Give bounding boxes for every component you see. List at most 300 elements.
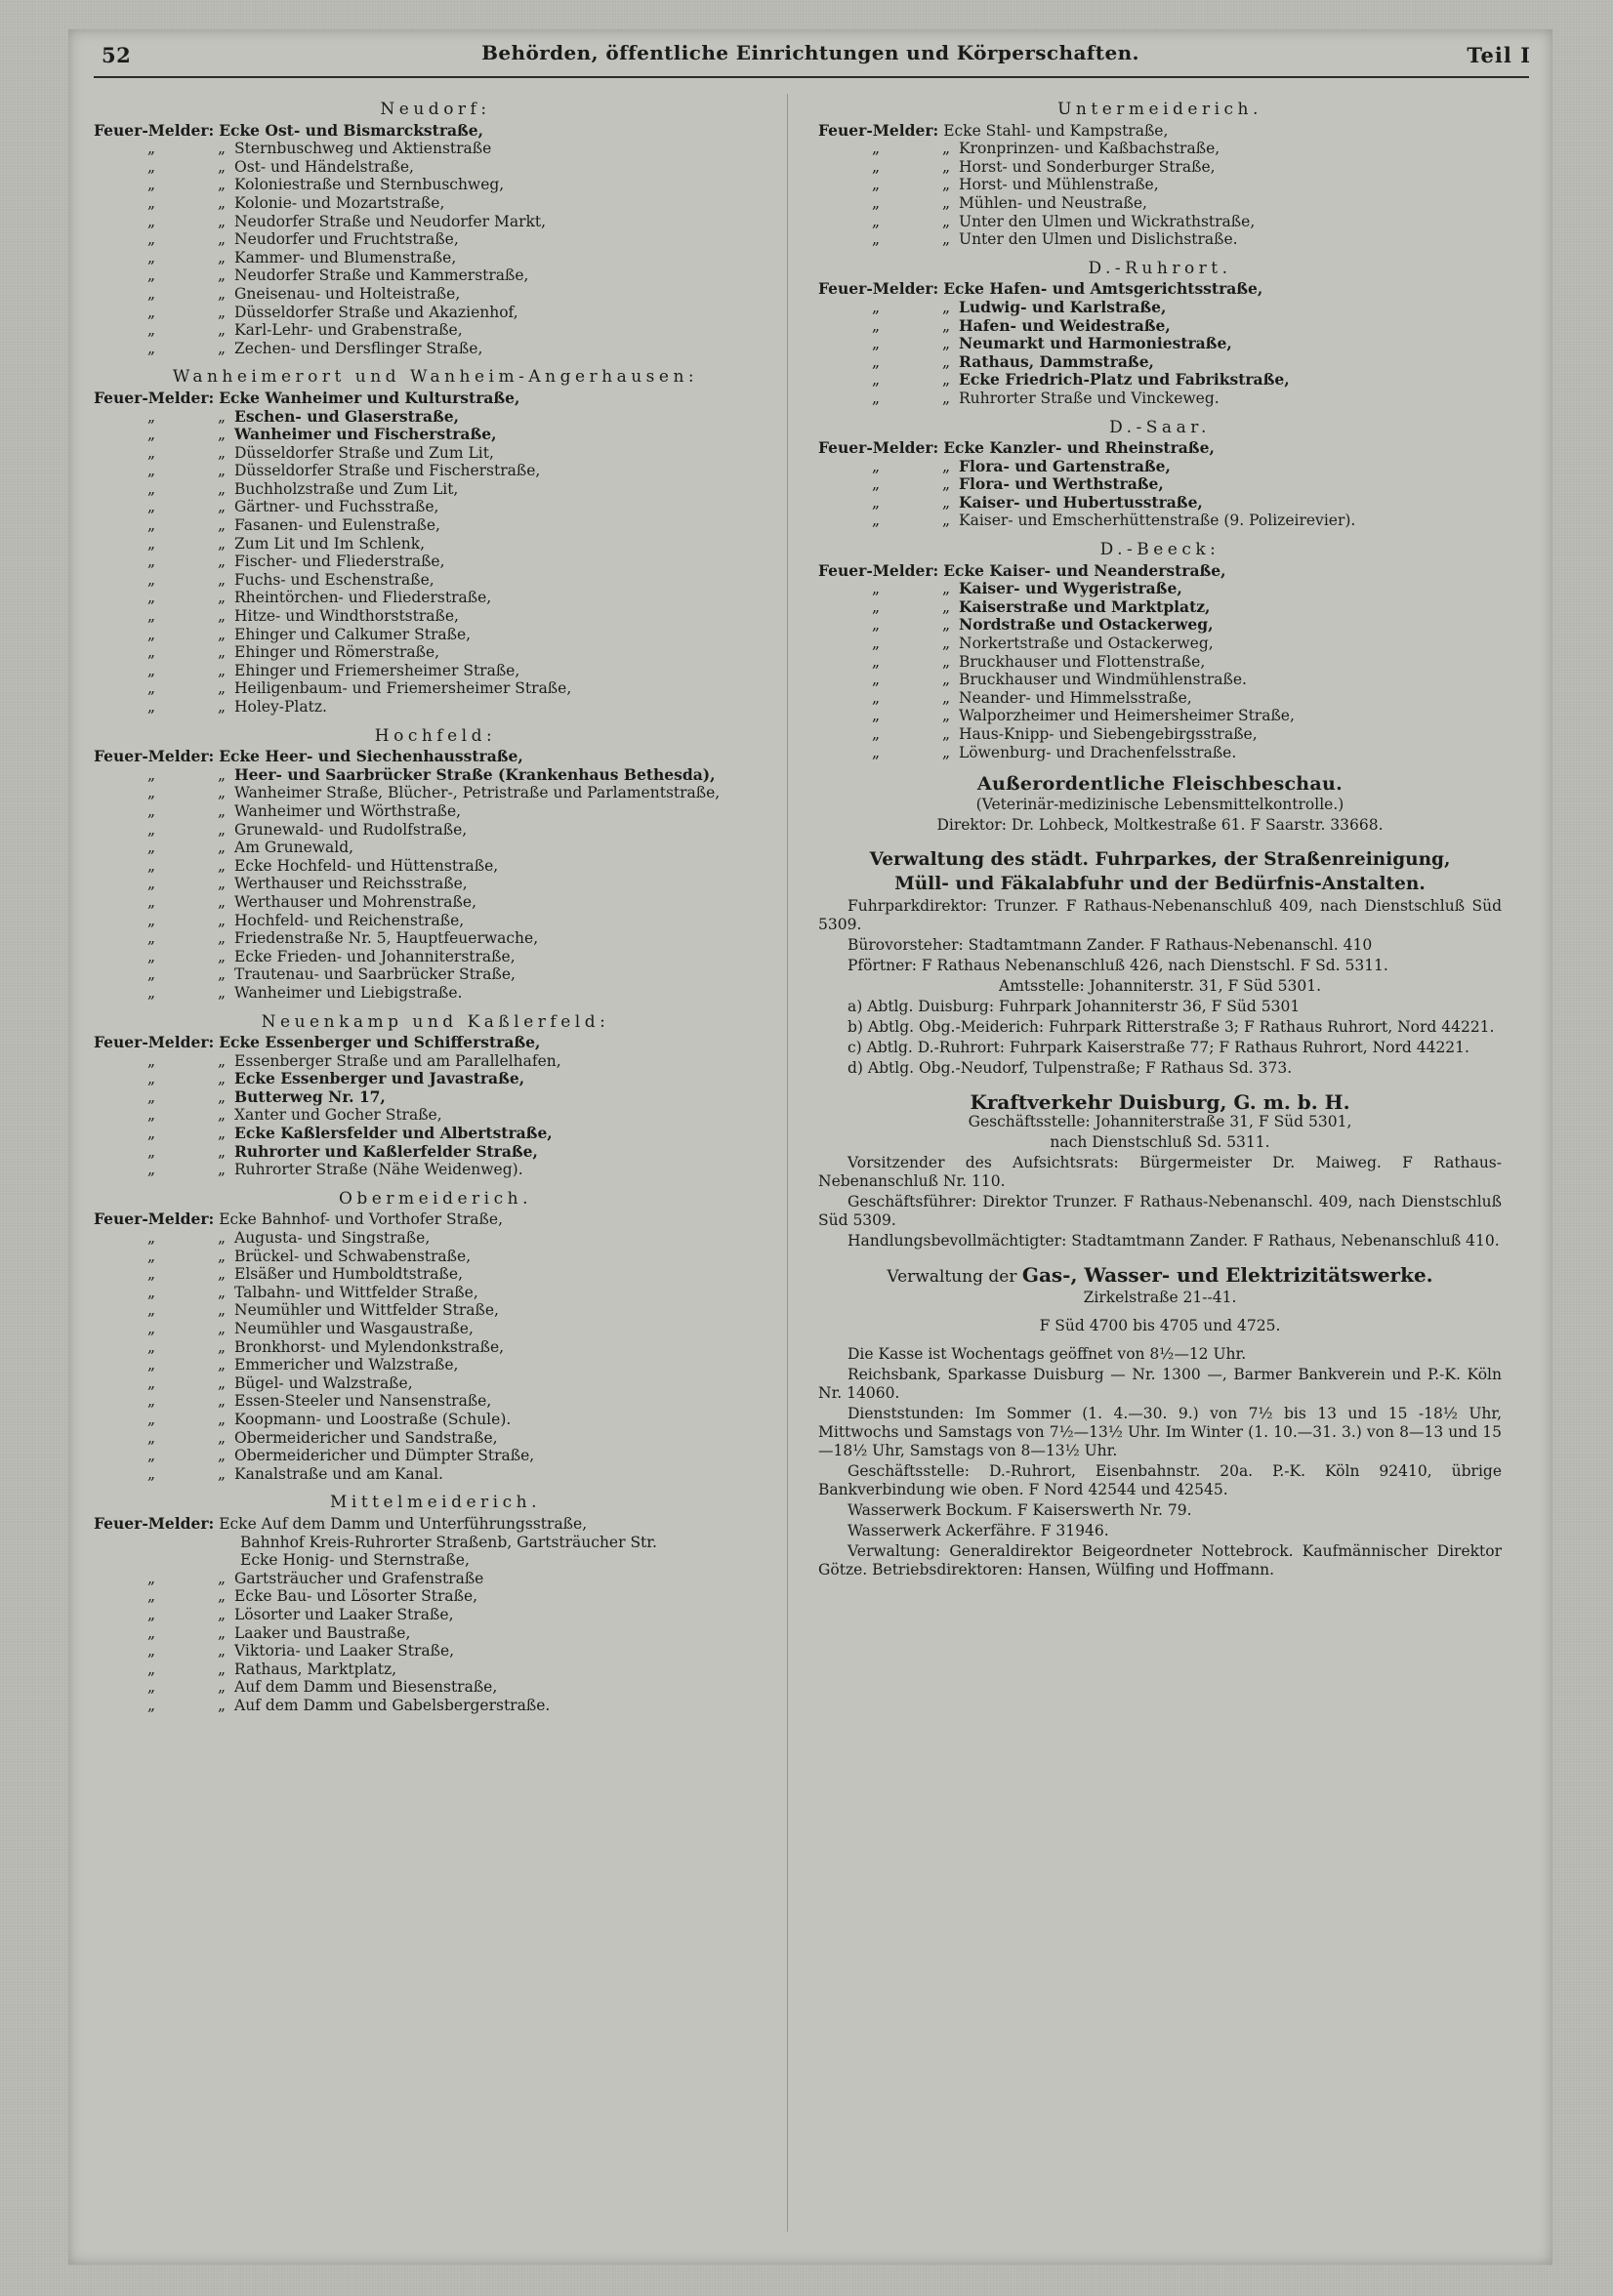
- ditto-mark: „: [146, 157, 156, 176]
- list-item: [818, 598, 1502, 617]
- ditto-mark-2: „: [941, 616, 951, 635]
- section-heading-hochfeld: Hochfeld:: [374, 725, 497, 746]
- list-item: [94, 626, 777, 644]
- ditto-mark-2: „: [217, 1142, 227, 1161]
- ditto-mark-2: „: [217, 1337, 227, 1356]
- list-item: [94, 1534, 777, 1552]
- entry-text: Ecke Ost- und Bismarckstraße,: [219, 120, 484, 140]
- list-item: [94, 821, 777, 840]
- ditto-mark-2: „: [217, 1247, 227, 1265]
- list-item: [94, 1660, 777, 1679]
- page-number: 52: [102, 43, 132, 67]
- list-item: [94, 1284, 777, 1302]
- ditto-mark: „: [871, 616, 881, 635]
- ditto-mark-2: „: [217, 875, 227, 893]
- entry-text: Ecke Bahnhof- und Vorthofer Straße,: [219, 1210, 504, 1229]
- ditto-mark-2: „: [217, 157, 227, 176]
- entry-first: [818, 122, 1502, 141]
- ditto-mark-2: „: [941, 457, 951, 475]
- ditto-mark-2: „: [217, 965, 227, 984]
- entry-text: Ruhrorter Straße und Vinckeweg.: [959, 389, 1220, 407]
- ditto-mark-2: „: [217, 839, 227, 857]
- ditto-mark: „: [146, 625, 156, 643]
- ditto-mark-2: „: [941, 176, 951, 194]
- list-item: [94, 498, 777, 516]
- entry-text: Auf dem Damm und Biesenstraße,: [234, 1678, 498, 1697]
- list-item: [818, 512, 1502, 530]
- ditto-mark: „: [871, 157, 881, 176]
- list-item: [94, 480, 777, 499]
- ditto-mark: „: [871, 635, 881, 653]
- heading-kraftverkehr: Kraftverkehr Duisburg, G. m. b. H.: [970, 1089, 1350, 1114]
- section-heading-obermeiderich: Obermeiderich.: [338, 1188, 532, 1209]
- list-item: [94, 1697, 777, 1715]
- entry-text: Essen-Steeler und Nansenstraße,: [234, 1392, 492, 1411]
- list-item: [818, 335, 1502, 353]
- ditto-mark: „: [146, 589, 156, 607]
- list-item: [94, 1570, 777, 1588]
- ditto-mark-2: „: [217, 1125, 227, 1143]
- ditto-mark: „: [871, 652, 881, 671]
- ditto-mark: „: [146, 1587, 156, 1606]
- entry-text: Ecke Essenberger und Javastraße,: [234, 1069, 525, 1088]
- list-item: [818, 353, 1502, 372]
- ditto-mark-2: „: [217, 856, 227, 875]
- entry-text: Ecke Kaßlersfelder und Albertstraße,: [234, 1124, 553, 1143]
- ditto-mark-2: „: [217, 140, 227, 158]
- list-item: [94, 516, 777, 535]
- entry-text: Eschen- und Glaserstraße,: [234, 406, 460, 426]
- ditto-mark-2: „: [217, 929, 227, 948]
- entry-text: Sternbuschweg und Aktienstraße: [234, 140, 492, 158]
- ditto-mark-2: „: [217, 1410, 227, 1428]
- ditto-mark: „: [146, 1660, 156, 1678]
- entry-text: Essenberger Straße und am Parallelhafen,: [234, 1051, 561, 1070]
- page-header: [68, 37, 1552, 76]
- list-item: [94, 553, 777, 571]
- ditto-mark: „: [871, 176, 881, 194]
- ditto-mark: „: [146, 1464, 156, 1483]
- ditto-mark: „: [146, 266, 156, 285]
- fire-alarm-label: Feuer-Melder:: [94, 120, 215, 140]
- ditto-mark: „: [146, 892, 156, 911]
- entry-text: Ruhrorter Straße (Nähe Weidenweg).: [234, 1161, 523, 1179]
- heading-fuhrpark-line1: Verwaltung des städt. Fuhrparkes, der Straßenreinigung,: [869, 848, 1451, 870]
- ditto-mark-2: „: [941, 157, 951, 176]
- entry-text: Rathaus, Marktplatz,: [234, 1660, 397, 1678]
- entry-text: Friedenstraße Nr. 5, Hauptfeuerwache,: [234, 929, 539, 948]
- fire-alarm-label: Feuer-Melder:: [94, 1210, 215, 1229]
- list-item: [94, 285, 777, 304]
- ditto-mark-2: „: [941, 371, 951, 390]
- kraftverkehr-line: Vorsitzender des Aufsichtsrats: Bürgermeister Dr. Maiweg. F Rathaus-Nebenanschluß Nr. 110.: [818, 1154, 1502, 1191]
- list-item: [94, 1606, 777, 1624]
- ditto-mark-2: „: [217, 1320, 227, 1337]
- entry-text: Düsseldorfer Straße und Fischerstraße,: [234, 462, 541, 480]
- list-item: [94, 571, 777, 590]
- list-item: [94, 662, 777, 680]
- ditto-mark-2: „: [217, 1660, 227, 1678]
- werke-line: Geschäftsstelle: D.-Ruhrort, Eisenbahnstr. 20a. P.-K. Köln 92410, übrige Bankverbindung wie oben. F Nord 42544 und 42545.: [818, 1461, 1502, 1498]
- fire-alarm-label: Feuer-Melder:: [818, 438, 939, 458]
- ditto-mark-2: „: [941, 389, 951, 407]
- list-item: [94, 875, 777, 893]
- ditto-mark-2: „: [941, 475, 951, 494]
- list-item: [818, 299, 1502, 317]
- list-item: [818, 475, 1502, 494]
- ditto-mark: „: [146, 1392, 156, 1411]
- entry-text: Koloniestraße und Sternbuschweg,: [234, 176, 505, 194]
- ditto-mark: „: [146, 1447, 156, 1465]
- ditto-mark-2: „: [941, 230, 951, 249]
- list-item: [818, 653, 1502, 672]
- werke-line: Wasserwerk Ackerfähre. F 31946.: [848, 1521, 1109, 1539]
- ditto-mark: „: [146, 1283, 156, 1301]
- ditto-mark: „: [146, 929, 156, 948]
- entry-text: Gärtner- und Fuchsstraße,: [234, 498, 439, 516]
- list-item: [94, 230, 777, 249]
- ditto-mark-2: „: [941, 580, 951, 598]
- ditto-mark-2: „: [217, 1678, 227, 1697]
- list-item: [94, 1265, 777, 1284]
- ditto-mark-2: „: [217, 479, 227, 498]
- ditto-mark: „: [146, 784, 156, 802]
- ditto-mark-2: „: [217, 911, 227, 929]
- ditto-mark-2: „: [217, 212, 227, 230]
- list-item: [94, 1052, 777, 1071]
- entry-text: Fasanen- und Eulenstraße,: [234, 516, 440, 535]
- list-item: [94, 1088, 777, 1107]
- header-rule: [94, 76, 1529, 78]
- heading-werke: [818, 1263, 1502, 1288]
- section-heading-untermeiderich: Untermeiderich.: [1057, 100, 1262, 119]
- ditto-mark-2: „: [217, 570, 227, 589]
- list-item: [94, 444, 777, 463]
- ditto-mark-2: „: [217, 1087, 227, 1106]
- ditto-mark: „: [146, 765, 156, 784]
- ditto-mark-2: „: [217, 1106, 227, 1125]
- entry-text: Viktoria- und Laaker Straße,: [234, 1642, 455, 1660]
- ditto-mark: „: [871, 457, 881, 475]
- ditto-mark-2: „: [217, 516, 227, 535]
- entry-text: Elsäßer und Humboldtstraße,: [234, 1265, 463, 1284]
- list-item: [94, 1125, 777, 1143]
- ditto-mark-2: „: [217, 784, 227, 802]
- entry-first: [94, 748, 777, 766]
- entry-text: Neumühler und Wasgaustraße,: [234, 1320, 474, 1337]
- part-label: Teil I: [1467, 43, 1531, 67]
- entry-text: Mühlen- und Neustraße,: [959, 193, 1147, 212]
- kraftverkehr-office-line1: Geschäftsstelle: Johanniterstraße 31, F Süd 5301,: [968, 1113, 1352, 1131]
- list-item: [94, 1106, 777, 1125]
- ditto-mark-2: „: [941, 493, 951, 512]
- entry-text: Ehinger und Calkumer Straße,: [234, 625, 472, 643]
- list-item: [94, 249, 777, 267]
- ditto-mark: „: [146, 839, 156, 857]
- ditto-mark-2: „: [217, 230, 227, 249]
- entry-text: Ecke Kaiser- und Neanderstraße,: [943, 560, 1226, 580]
- ditto-mark: „: [146, 1605, 156, 1623]
- ditto-mark: „: [871, 298, 881, 316]
- ditto-mark: „: [146, 1229, 156, 1248]
- entry-first: [818, 439, 1502, 458]
- ditto-mark: „: [146, 801, 156, 820]
- list-item: [94, 929, 777, 948]
- ditto-mark: „: [146, 983, 156, 1002]
- list-item: [94, 140, 777, 158]
- ditto-mark-2: „: [941, 597, 951, 616]
- list-item: [818, 635, 1502, 653]
- ditto-mark: „: [871, 671, 881, 689]
- ditto-mark: „: [146, 1374, 156, 1392]
- fuhrpark-line: Fuhrparkdirektor: Trunzer. F Rathaus-Nebenanschluß 409, nach Dienstschluß Süd 5309.: [818, 896, 1502, 933]
- entry-text: Hitze- und Windthorststraße,: [234, 607, 459, 626]
- entry-text: Unter den Ulmen und Wickrathstraße,: [959, 212, 1256, 230]
- list-item: [94, 426, 777, 444]
- ditto-mark-2: „: [941, 707, 951, 725]
- left-column: [94, 90, 777, 1714]
- entry-text: Nordstraße und Ostackerweg,: [959, 615, 1214, 635]
- ditto-mark: „: [146, 1142, 156, 1161]
- ditto-mark-2: „: [217, 1301, 227, 1320]
- list-item: [94, 802, 777, 821]
- ditto-mark: „: [146, 426, 156, 444]
- ditto-mark: „: [871, 688, 881, 707]
- ditto-mark: „: [146, 339, 156, 357]
- heading-werke-prefix: Verwaltung der: [887, 1267, 1022, 1288]
- fire-alarm-label: Feuer-Melder:: [94, 388, 215, 407]
- list-item: [818, 317, 1502, 336]
- ditto-mark-2: „: [217, 266, 227, 285]
- ditto-mark: „: [146, 1301, 156, 1320]
- ditto-mark-2: „: [217, 407, 227, 426]
- fuhrpark-amtsstelle: Amtsstelle: Johanniterstr. 31, F Süd 5301.: [999, 976, 1321, 995]
- list-item: [94, 679, 777, 698]
- ditto-mark: „: [146, 1623, 156, 1642]
- entry-text: Zum Lit und Im Schlenk,: [234, 534, 426, 553]
- kraftverkehr-office-line2: nach Dienstschluß Sd. 5311.: [1050, 1133, 1270, 1152]
- entry-text: Bruckhauser und Flottenstraße,: [959, 652, 1206, 671]
- ditto-mark: „: [871, 230, 881, 249]
- ditto-mark: „: [871, 193, 881, 212]
- ditto-mark: „: [146, 1247, 156, 1265]
- list-item: [94, 1642, 777, 1660]
- fleischbeschau-subtitle: (Veterinär-medizinische Lebensmittelkontrolle.): [975, 795, 1344, 813]
- list-item: [94, 1678, 777, 1697]
- entry-text: Bronkhorst- und Mylendonkstraße,: [234, 1337, 505, 1356]
- ditto-mark-2: „: [217, 983, 227, 1002]
- list-item: [818, 616, 1502, 635]
- section-heading-beeck: D.-Beeck:: [1099, 540, 1220, 560]
- entry-first: [94, 1515, 777, 1534]
- ditto-mark-2: „: [941, 725, 951, 743]
- ditto-mark-2: „: [217, 193, 227, 212]
- ditto-mark: „: [146, 875, 156, 893]
- list-item: [94, 965, 777, 984]
- ditto-mark: „: [146, 1410, 156, 1428]
- ditto-mark: „: [146, 1125, 156, 1143]
- entry-text: Kolonie- und Mozartstraße,: [234, 193, 445, 212]
- ditto-mark: „: [871, 475, 881, 494]
- entry-text: Düsseldorfer Straße und Akazienhof,: [234, 303, 518, 321]
- entry-text: Wanheimer Straße, Blücher-, Petristraße und Parlamentstraße,: [234, 784, 721, 802]
- entry-text: Bruckhauser und Windmühlenstraße.: [959, 671, 1247, 689]
- entry-text: Ehinger und Friemersheimer Straße,: [234, 661, 520, 679]
- list-item: [94, 321, 777, 340]
- list-item: [94, 535, 777, 554]
- list-item: [818, 176, 1502, 194]
- ditto-mark: „: [146, 1320, 156, 1337]
- ditto-mark-2: „: [217, 1265, 227, 1284]
- werke-line: Reichsbank, Sparkasse Duisburg — Nr. 1300 —, Barmer Bankverein und P.-K. Köln Nr. 14060.: [818, 1365, 1502, 1402]
- entry-text: Horst- und Sonderburger Straße,: [959, 157, 1216, 176]
- section-heading-wanheimerort: Wanheimerort und Wanheim-Angerhausen:: [172, 367, 699, 388]
- ditto-mark-2: „: [217, 1605, 227, 1623]
- ditto-mark: „: [146, 498, 156, 516]
- list-item: [818, 158, 1502, 177]
- ditto-mark: „: [146, 407, 156, 426]
- ditto-mark: „: [146, 607, 156, 626]
- entry-text: Wanheimer und Fischerstraße,: [234, 425, 497, 444]
- list-item: [94, 698, 777, 717]
- ditto-mark-2: „: [217, 321, 227, 340]
- ditto-mark: „: [146, 1106, 156, 1125]
- entry-text: Koopmann- und Loostraße (Schule).: [234, 1410, 512, 1428]
- list-item: [818, 371, 1502, 390]
- list-item: [94, 462, 777, 480]
- list-item: [94, 1587, 777, 1606]
- entry-first: [94, 1034, 777, 1052]
- ditto-mark-2: „: [941, 316, 951, 335]
- running-title: Behörden, öffentliche Einrichtungen und Körperschaften.: [481, 41, 1139, 64]
- list-item: [94, 1229, 777, 1248]
- entry-text: Laaker und Baustraße,: [234, 1623, 411, 1642]
- list-item: [94, 984, 777, 1003]
- ditto-mark-2: „: [217, 1161, 227, 1179]
- list-item: [94, 1447, 777, 1465]
- ditto-mark: „: [146, 534, 156, 553]
- ditto-mark-2: „: [217, 443, 227, 462]
- ditto-mark-2: „: [217, 176, 227, 194]
- list-item: [818, 689, 1502, 708]
- heading-fleischbeschau: Außerordentliche Fleischbeschau.: [976, 773, 1344, 796]
- ditto-mark-2: „: [217, 553, 227, 571]
- entry-first: [818, 280, 1502, 299]
- ditto-mark: „: [146, 140, 156, 158]
- ditto-mark-2: „: [941, 652, 951, 671]
- list-item: [94, 194, 777, 213]
- list-item: [818, 744, 1502, 762]
- right-column: [818, 90, 1502, 1579]
- ditto-mark-2: „: [217, 1569, 227, 1587]
- ditto-mark: „: [146, 212, 156, 230]
- entry-text: Flora- und Gartenstraße,: [959, 456, 1171, 475]
- entry-text: Am Grunewald,: [234, 839, 354, 857]
- entry-text: Neudorfer Straße und Kammerstraße,: [234, 266, 529, 285]
- ditto-mark: „: [146, 820, 156, 839]
- list-item: [818, 140, 1502, 158]
- ditto-mark: „: [146, 479, 156, 498]
- entry-text: Butterweg Nr. 17,: [234, 1086, 386, 1106]
- list-item: [94, 213, 777, 231]
- entry-text: Ecke Friedrich-Platz und Fabrikstraße,: [959, 370, 1290, 390]
- entry-text: Unter den Ulmen und Dislichstraße.: [959, 230, 1238, 249]
- entry-text: Emmericher und Walzstraße,: [234, 1356, 459, 1374]
- ditto-mark-2: „: [217, 1464, 227, 1483]
- ditto-mark-2: „: [941, 352, 951, 371]
- ditto-mark-2: „: [217, 303, 227, 321]
- ditto-mark: „: [146, 516, 156, 535]
- entry-text: Kaiser- und Hubertusstraße,: [959, 492, 1203, 512]
- list-item: [818, 230, 1502, 249]
- ditto-mark: „: [146, 1678, 156, 1697]
- entry-text: Horst- und Mühlenstraße,: [959, 176, 1159, 194]
- list-item: [94, 1070, 777, 1088]
- ditto-mark-2: „: [941, 512, 951, 530]
- ditto-mark: „: [146, 303, 156, 321]
- ditto-mark-2: „: [217, 679, 227, 698]
- list-item: [94, 1551, 777, 1570]
- ditto-mark-2: „: [217, 498, 227, 516]
- ditto-mark: „: [146, 1696, 156, 1714]
- entry-text: Ecke Auf dem Damm und Unterführungsstraße,: [219, 1514, 588, 1533]
- ditto-mark: „: [871, 725, 881, 743]
- ditto-mark-2: „: [217, 1642, 227, 1660]
- ditto-mark: „: [146, 643, 156, 662]
- entry-text: Neudorfer und Fruchtstraße,: [234, 230, 459, 249]
- section-heading-mittelmeiderich: Mittelmeiderich.: [329, 1493, 541, 1513]
- ditto-mark-2: „: [217, 820, 227, 839]
- section-heading-neuenkamp: Neuenkamp und Kaßlerfeld:: [261, 1011, 610, 1032]
- entry-text: Gneisenau- und Holteistraße,: [234, 284, 461, 303]
- list-item: [94, 1624, 777, 1643]
- entry-text: Karl-Lehr- und Grabenstraße,: [234, 321, 463, 340]
- ditto-mark: „: [871, 580, 881, 598]
- ditto-mark-2: „: [217, 607, 227, 626]
- ditto-mark-2: „: [941, 193, 951, 212]
- entry-text: Bügel- und Walzstraße,: [234, 1374, 413, 1392]
- entry-text: Neudorfer Straße und Neudorfer Markt,: [234, 212, 547, 230]
- list-item: [818, 494, 1502, 512]
- ditto-mark-2: „: [217, 947, 227, 965]
- entry-text: Ecke Hochfeld- und Hüttenstraße,: [234, 856, 499, 875]
- entry-text: Ecke Heer- und Siechenhausstraße,: [219, 747, 523, 766]
- entry-text: Walporzheimer und Heimersheimer Straße,: [959, 707, 1295, 725]
- list-item: [94, 1374, 777, 1393]
- entry-text: Haus-Knipp- und Siebengebirgsstraße,: [959, 725, 1258, 743]
- ditto-mark: „: [871, 743, 881, 761]
- werke-line: Dienststunden: Im Sommer (1. 4.—30. 9.) von 7½ bis 13 und 15 -18½ Uhr, Mittwochs und Samstags von 7½—13½ Uhr. Im Winter (1. 10.—31. 3.) von 8—13 und 15—18½ Uhr, Samstags von 8—13½ Uhr.: [818, 1404, 1502, 1459]
- ditto-mark-2: „: [941, 298, 951, 316]
- ditto-mark: „: [146, 856, 156, 875]
- list-item: [94, 1248, 777, 1266]
- ditto-mark: „: [146, 1051, 156, 1070]
- ditto-mark: „: [146, 911, 156, 929]
- list-item: [818, 390, 1502, 408]
- ditto-mark: „: [146, 661, 156, 679]
- ditto-mark-2: „: [217, 534, 227, 553]
- fire-alarm-label: Feuer-Melder:: [818, 120, 939, 140]
- werke-line: Verwaltung: Generaldirektor Beigeordneter Nottebrock. Kaufmännischer Direktor Götze. Betriebsdirektoren: Hansen, Wülfing und Hoffmann.: [818, 1541, 1502, 1578]
- entry-text: Augusta- und Singstraße,: [234, 1229, 431, 1248]
- ditto-mark-2: „: [217, 339, 227, 357]
- list-item: [94, 948, 777, 966]
- ditto-mark-2: „: [941, 212, 951, 230]
- ditto-mark: „: [146, 1356, 156, 1374]
- ditto-mark-2: „: [941, 140, 951, 158]
- list-item: [818, 458, 1502, 476]
- entry-text: Werthauser und Reichsstraße,: [234, 875, 468, 893]
